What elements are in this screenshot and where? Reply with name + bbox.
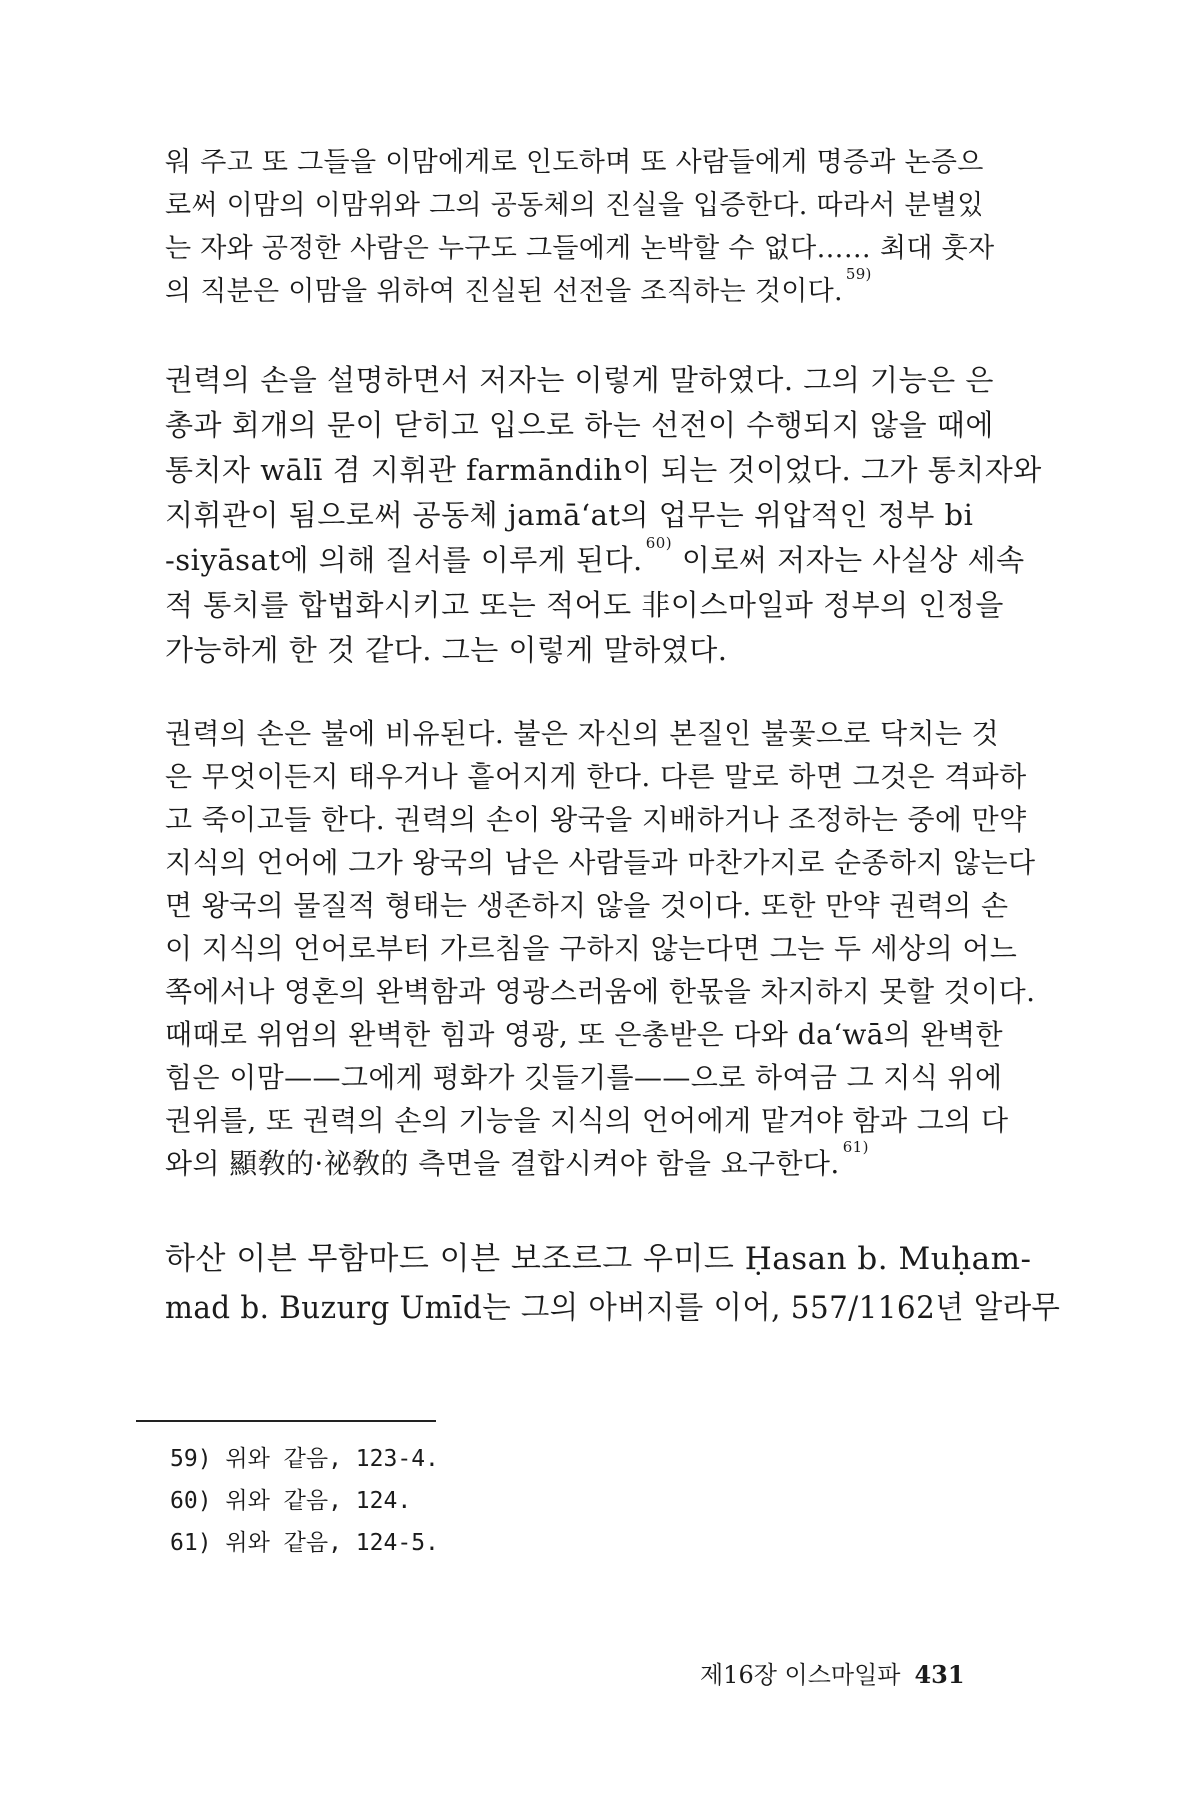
quote2-line: 권위를, 또 권력의 손의 기능을 지식의 언어에게 맡겨야 함과 그의 다 [165, 1104, 1009, 1137]
body-text: 이로써 저자는 사실상 세속 [681, 543, 1025, 577]
quote1-line: 로써 이맘의 이맘위와 그의 공동체의 진실을 입증한다. 따라서 분별있 [165, 190, 984, 221]
footnote-ref-59: 59) [845, 265, 872, 283]
quote2-line: 쪽에서나 영혼의 완벽함과 영광스러움에 한몫을 차지하지 못할 것이다. [165, 975, 1036, 1008]
body-line: 권력의 손을 설명하면서 저자는 이렇게 말하였다. 그의 기능은 은 [165, 363, 994, 397]
body-line: 총과 회개의 문이 닫히고 입으로 하는 선전이 수행되지 않을 때에 [165, 408, 994, 442]
quote1-line [165, 265, 872, 308]
footnote: 59) 위와 같음, 123-4. [170, 1446, 439, 1472]
quote2-line: 지식의 언어에 그가 왕국의 남은 사람들과 마찬가지로 순종하지 않는다 [165, 846, 1036, 879]
quote2-line: 권력의 손은 불에 비유된다. 불은 자신의 본질인 불꽃으로 닥치는 것 [165, 717, 1000, 750]
quote2-line: 힘은 이맘——그에게 평화가 깃들기를——으로 하여금 그 지식 위에 [165, 1061, 1003, 1094]
page-number: 431 [914, 1660, 965, 1689]
quote1-text: 의 직분은 이맘을 위하여 진실된 선전을 조직하는 것이다. [165, 276, 843, 307]
body-line: 하산 이븐 무함마드 이븐 보조르그 우미드 Ḥasan b. Muḥam- [165, 1241, 1032, 1277]
quote1-line: 는 자와 공정한 사람은 누구도 그들에게 논박할 수 없다…… 최대 훗자 [165, 233, 995, 264]
body-line: mad b. Buzurg Umīd는 그의 아버지를 이어, 557/1162년 알라무 [165, 1290, 1061, 1326]
body-text: -siyāsat에 의해 질서를 이루게 된다. [165, 543, 643, 577]
chapter-title: 제16장 이스마일파 [700, 1661, 901, 1689]
quote1-line: 워 주고 또 그들을 이맘에게로 인도하며 또 사람들에게 명증과 논증으 [165, 147, 984, 178]
quote2-line: 은 무엇이든지 태우거나 흩어지게 한다. 다른 말로 하면 그것은 격파하 [165, 760, 1027, 793]
quote2-line: 이 지식의 언어로부터 가르침을 구하지 않는다면 그는 두 세상의 어느 [165, 932, 1018, 965]
body-line: 통치자 wālī 겸 지휘관 farmāndih이 되는 것이었다. 그가 통치자와 [165, 453, 1042, 487]
footnote-ref-61: 61) [842, 1138, 869, 1156]
quote2-text: 와의 顯敎的·祕敎的 측면을 결합시켜야 함을 요구한다. [165, 1147, 840, 1180]
quote2-line: 고 죽이고들 한다. 권력의 손이 왕국을 지배하거나 조정하는 중에 만약 [165, 803, 1027, 836]
quote2-line [165, 1138, 869, 1182]
body-line [165, 534, 1025, 579]
body-line: 적 통치를 합법화시키고 또는 적어도 非이스마일파 정부의 인정을 [165, 588, 1004, 622]
running-footer [700, 1655, 965, 1690]
footnote-divider [136, 1420, 436, 1422]
footnote: 60) 위와 같음, 124. [170, 1488, 412, 1514]
footnote: 61) 위와 같음, 124-5. [170, 1530, 439, 1556]
quote2-line: 때때로 위엄의 완벽한 힘과 영광, 또 은총받은 다와 da‘wā의 완벽한 [165, 1018, 1003, 1051]
footnote-ref-60: 60) [645, 534, 673, 552]
body-line: 가능하게 한 것 같다. 그는 이렇게 말하였다. [165, 633, 728, 667]
quote2-line: 면 왕국의 물질적 형태는 생존하지 않을 것이다. 또한 만약 권력의 손 [165, 889, 1009, 922]
body-line: 지휘관이 됨으로써 공동체 jamā‘at의 업무는 위압적인 정부 bi [165, 498, 974, 532]
